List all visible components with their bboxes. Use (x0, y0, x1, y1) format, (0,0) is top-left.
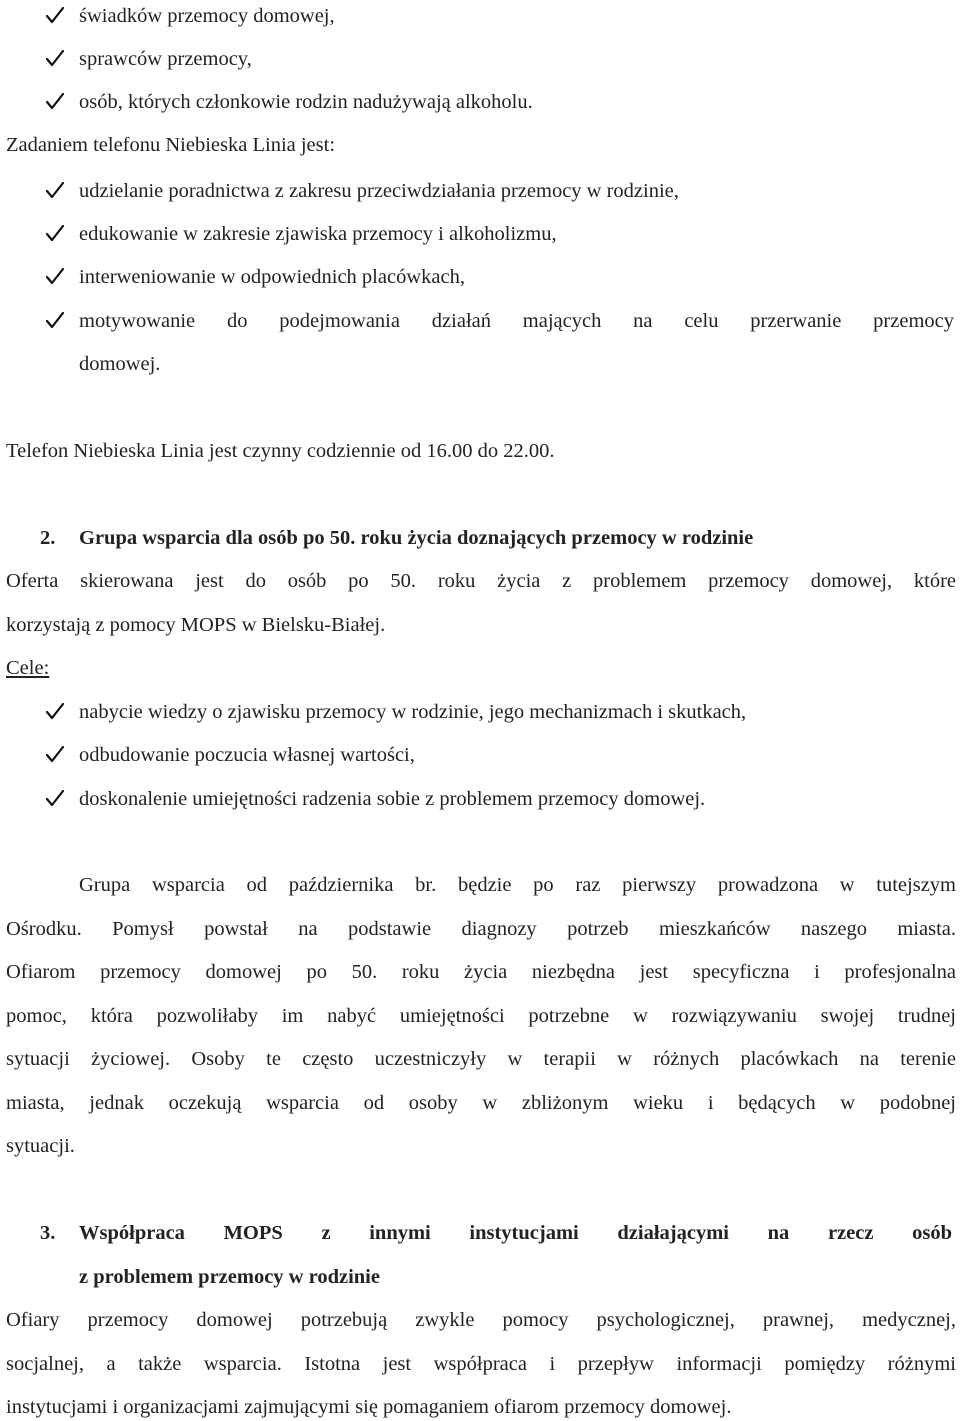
section-heading (0, 524, 956, 552)
paragraph-line: instytucjami i organizacjami zajmującymi się pomaganiem ofiarom przemocy domowej. (6, 1396, 732, 1418)
section-title: Współpraca MOPS z innymi instytucjami działającymi na rzecz osób (79, 1222, 952, 1244)
section-title-continuation: z problemem przemocy w rodzinie (79, 1266, 380, 1288)
paragraph-line: Oferta skierowana jest do osób po 50. roku życia z problemem przemocy domowej, które (6, 570, 956, 592)
list-item (0, 88, 956, 116)
goals-label-line (6, 654, 956, 682)
paragraph-line: pomoc, która pozwoliłaby im nabyć umiejętności potrzebne w rozwiązywaniu swojej trudnej (6, 1005, 956, 1027)
list-item (0, 307, 956, 335)
section-number: 3. (40, 1222, 56, 1244)
list-item-text: motywowanie do podejmowania działań mających na celu przerwanie przemocy (79, 310, 954, 332)
hotline-hours: Telefon Niebieska Linia jest czynny codziennie od 16.00 do 22.00. (6, 440, 555, 462)
paragraph-line: miasta, jednak oczekują wsparcia od osoby w zbliżonym wieku i będących w podobnej (6, 1092, 956, 1114)
list-item (0, 785, 956, 813)
paragraph-line: Ofiary przemocy domowej potrzebują zwykle pomocy psychologicznej, prawnej, medycznej, (6, 1309, 956, 1331)
checkmark-icon (46, 698, 66, 726)
list-item (0, 263, 956, 291)
list-item (0, 2, 956, 30)
section-number: 2. (40, 527, 56, 549)
paragraph-line: sytuacji życiowej. Osoby te często uczestniczyły w terapii w różnych placówkach na terenie (6, 1048, 956, 1070)
checkmark-icon (46, 45, 66, 73)
list-item-text: nabycie wiedzy o zjawisku przemocy w rodzinie, jego mechanizmach i skutkach, (79, 701, 747, 723)
list-item (0, 220, 956, 248)
list-item-text: edukowanie w zakresie zjawiska przemocy i alkoholizmu, (79, 223, 557, 245)
checkmark-icon (46, 741, 66, 769)
list-item (0, 741, 956, 769)
checkmark-icon (46, 785, 66, 813)
list-item-text: osób, których członkowie rodzin nadużywają alkoholu. (79, 91, 533, 113)
checkmark-icon (46, 177, 66, 205)
list-item (0, 177, 956, 205)
list-item (0, 45, 956, 73)
list-item-text: doskonalenie umiejętności radzenia sobie z problemem przemocy domowej. (79, 788, 706, 810)
list-item-text: sprawców przemocy, (79, 48, 252, 70)
list-item-text: odbudowanie poczucia własnej wartości, (79, 744, 415, 766)
section-title: Grupa wsparcia dla osób po 50. roku życia doznających przemocy w rodzinie (79, 527, 754, 549)
paragraph-line: Ofiarom przemocy domowej po 50. roku życia niezbędna jest specyficzna i profesjonalna (6, 961, 956, 983)
list-item-text: interweniowanie w odpowiednich placówkach, (79, 266, 465, 288)
section-heading (0, 1219, 956, 1247)
list-item-text: świadków przemocy domowej, (79, 5, 335, 27)
list-item-continuation: domowej. (79, 353, 161, 375)
paragraph-line: socjalnej, a także wsparcia. Istotna jest współpraca i przepływ informacji pomiędzy różnymi (6, 1353, 956, 1375)
paragraph-line: Ośrodku. Pomysł powstał na podstawie diagnozy potrzeb mieszkańców naszego miasta. (6, 918, 956, 940)
checkmark-icon (46, 263, 66, 291)
niebieska-linia-intro: Zadaniem telefonu Niebieska Linia jest: (6, 134, 336, 156)
paragraph-line: sytuacji. (6, 1135, 75, 1157)
checkmark-icon (46, 2, 66, 30)
list-item (0, 698, 956, 726)
checkmark-icon (46, 307, 66, 335)
list-item-text: udzielanie poradnictwa z zakresu przeciwdziałania przemocy w rodzinie, (79, 180, 679, 202)
paragraph-line: korzystają z pomocy MOPS w Bielsku-Białej. (6, 614, 386, 636)
paragraph-line: Grupa wsparcia od października br. będzie po raz pierwszy prowadzona w tutejszym (79, 874, 956, 896)
checkmark-icon (46, 220, 66, 248)
goals-label: Cele: (6, 657, 50, 679)
checkmark-icon (46, 88, 66, 116)
